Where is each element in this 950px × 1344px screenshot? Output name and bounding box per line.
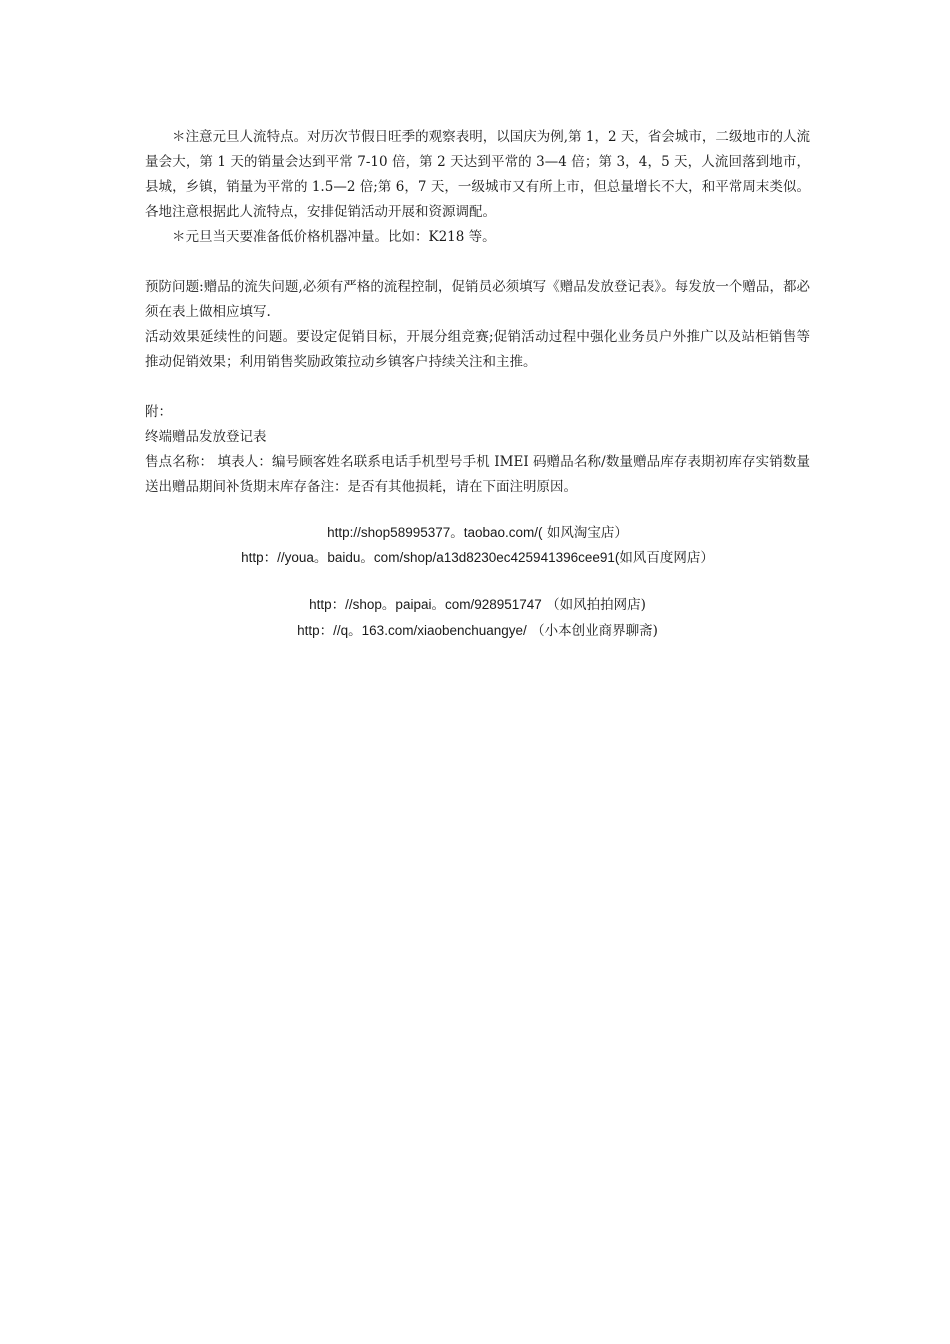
appendix-label: 附：	[145, 404, 172, 420]
taobao-shop-url[interactable]: http://shop58995377。taobao.com/(	[327, 525, 543, 540]
163-forum-url[interactable]: http：//q。163.com/xiaobenchuangye/	[297, 623, 527, 638]
baidu-shop-url[interactable]: http：//youa。baidu。com/shop/a13d8230ec425941396cee91(	[241, 550, 620, 565]
gift-loss-paragraph: 预防问题:赠品的流失问题,必须有严格的流程控制，促销员必须填写《赠品发放登记表》。每发放一个赠品，都必须在表上做相应填写.	[145, 279, 810, 320]
form-fields-paragraph: 售点名称： 填表人：编号顾客姓名联系电话手机型号手机 IMEI 码赠品名称/数量赠品库存表期初库存实销数量送出赠品期间补货期末库存备注：是否有其他损耗，请在下面注明原因。	[145, 454, 810, 495]
163-forum-label: （小本创业商界聊斋)	[526, 623, 658, 639]
holiday-notes-section	[145, 125, 810, 250]
paipai-shop-label: （如风拍拍网店)	[541, 597, 646, 613]
prevention-section	[145, 275, 810, 375]
form-title: 终端赠品发放登记表	[145, 429, 267, 445]
crowd-pattern-note: ＊注意元旦人流特点。对历次节假日旺季的观察表明，以国庆为例,第 1，2 天，省会城市，二级地市的人流量会大，第 1 天的销量会达到平常 7-10 倍，第 2 天达到平常的 3—4 倍；第 3，4，5 天，人流回落到地市，县城，乡镇，销量为平常的 1.5—2 倍;第 6，7 天，一级城市又有所上市，但总量增长不大，和平常周末类似。各地注意根据此人流特点，安排促销活动开展和资源调配。	[145, 129, 810, 220]
effect-continuity-paragraph: 活动效果延续性的问题。要设定促销目标，开展分组竞赛;促销活动过程中强化业务员户外推广以及站柜销售等推动促销效果；利用销售奖励政策拉动乡镇客户持续关注和主推。	[145, 329, 810, 370]
paipai-shop-url[interactable]: http：//shop。paipai。com/928951747	[309, 597, 542, 612]
low-price-stock-note: ＊元旦当天要准备低价格机器冲量。比如：K218 等。	[172, 229, 496, 245]
taobao-shop-label: 如风淘宝店）	[542, 525, 628, 541]
baidu-shop-link-line[interactable]	[145, 545, 810, 571]
paipai-shop-link-line[interactable]	[145, 592, 810, 618]
appendix-section	[145, 400, 810, 500]
taobao-shop-link-line[interactable]	[145, 520, 810, 546]
163-forum-link-line[interactable]	[145, 618, 810, 644]
baidu-shop-label: 如风百度网店）	[619, 550, 714, 566]
